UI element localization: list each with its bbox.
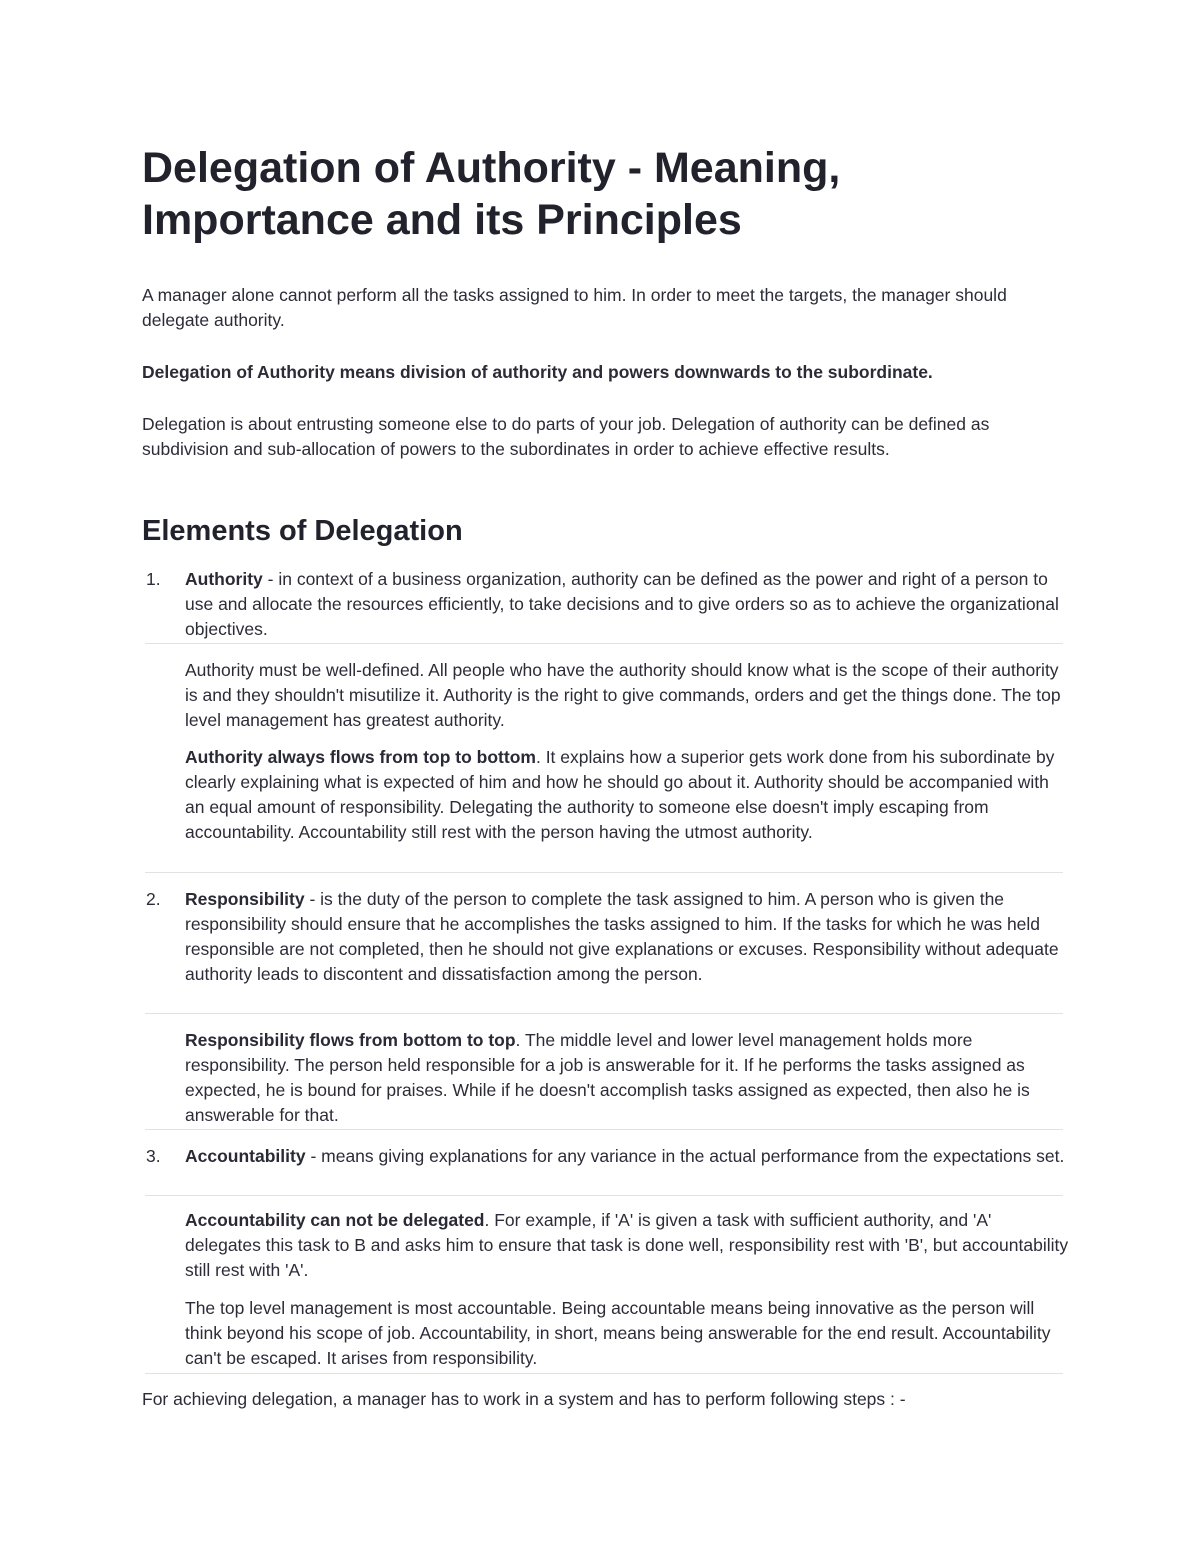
divider: [145, 1195, 1063, 1196]
accountability-bold: Accountability can not be delegated: [185, 1210, 485, 1230]
accountability-example-paragraph: [185, 1208, 1070, 1283]
responsibility-flow-bold: Responsibility flows from bottom to top: [185, 1030, 516, 1050]
authority-definition: - in context of a business organization, authority can be defined as the power and right of a person to use and allocate the resources efficiently, to take decisions and to give orders so as to achieve the organizational objectives.: [185, 569, 1059, 639]
list-number: 2.: [146, 889, 161, 909]
accountability-definition: - means giving explanations for any variance in the actual performance from the expectations set.: [305, 1146, 1065, 1166]
elements-heading: Elements of Delegation: [142, 515, 463, 547]
definition-paragraph: Delegation of Authority means division of authority and powers downwards to the subordinate.: [142, 362, 933, 382]
divider: [145, 872, 1063, 873]
list-item-authority: [185, 567, 1070, 642]
divider: [145, 1013, 1063, 1014]
divider: [145, 1373, 1063, 1374]
accountability-example-text: . For example, if 'A' is given a task with sufficient authority, and 'A' delegates this task to B and asks him to ensure that task is done well, responsibility rest with 'B', but accountability still rest with 'A'.: [185, 1210, 1069, 1280]
list-number: 3.: [146, 1146, 161, 1166]
term-responsibility: Responsibility: [185, 889, 305, 909]
responsibility-flow-paragraph: [185, 1028, 1070, 1128]
description-paragraph: Delegation is about entrusting someone else to do parts of your job. Delegation of authority can be defined as subdivision and sub-allocation of powers to the subordinates in order to achieve effective results.: [142, 414, 990, 459]
term-authority: Authority: [185, 569, 263, 589]
divider: [145, 1129, 1063, 1130]
authority-flow-paragraph: [185, 745, 1070, 845]
divider: [145, 643, 1063, 644]
authority-flow-text: . It explains how a superior gets work done from his subordinate by clearly explaining what is expected of him and how he should go about it. Authority should be accompanied with an equal amount of responsibility. Delegating the authority to someone else doesn't imply escaping from accountability. Accountability still rest with the person having the utmost authority.: [185, 747, 1055, 842]
page-title: Delegation of Authority - Meaning, Importance and its Principles: [142, 144, 841, 244]
list-number: 1.: [146, 569, 161, 589]
closing-paragraph: For achieving delegation, a manager has to work in a system and has to perform following steps : -: [142, 1389, 906, 1409]
authority-detail-paragraph: Authority must be well-defined. All people who have the authority should know what is the scope of their authority is and they shouldn't misutilize it. Authority is the right to give commands, orders and get the things done. The top level management has greatest authority.: [185, 660, 1061, 730]
responsibility-definition: - is the duty of the person to complete the task assigned to him. A person who is given the responsibility should ensure that he accomplishes the tasks assigned to him. If the tasks for which he was held responsible are not completed, then he should not give explanations or excuses. Responsibility without adequate authority leads to discontent and dissatisfaction among the person.: [185, 889, 1059, 984]
list-item-responsibility: [185, 887, 1070, 987]
intro-paragraph: A manager alone cannot perform all the tasks assigned to him. In order to meet the targets, the manager should delegate authority.: [142, 285, 1007, 330]
authority-flow-bold: Authority always flows from top to bottom: [185, 747, 536, 767]
term-accountability: Accountability: [185, 1146, 306, 1166]
list-item-accountability: [185, 1144, 1070, 1169]
accountability-detail-paragraph: The top level management is most accountable. Being accountable means being innovative as the person will think beyond his scope of job. Accountability, in short, means being answerable for the end result. Accountability can't be escaped. It arises from responsibility.: [185, 1298, 1051, 1368]
responsibility-flow-text: . The middle level and lower level management holds more responsibility. The person held responsible for a job is answerable for it. If he performs the tasks assigned as expected, he is bound for praises. While if he doesn't accomplish tasks assigned as expected, then also he is answerable for that.: [185, 1030, 1030, 1125]
